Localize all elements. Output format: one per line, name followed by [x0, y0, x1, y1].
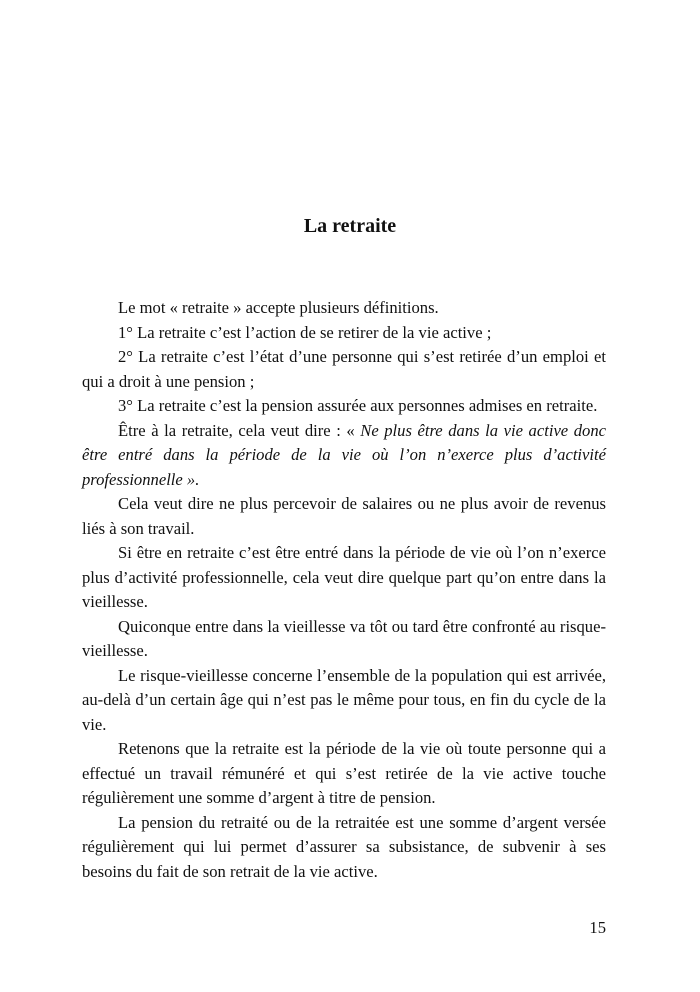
paragraph-10: Retenons que la retraite est la période de la vie où toute personne qui a effectué un travail rémunéré et qui s’est retirée de la vie active touche régulièrement une somme d’argent à titre de pension.	[82, 739, 606, 807]
paragraph-5-quote: Ne plus être dans la vie active donc être entré dans la période de la vie où l’on n’exerce plus d’activité professionnelle ».	[82, 420, 607, 489]
page-number: 15	[589, 918, 606, 937]
paragraph-4: 3° La retraite c’est la pension assurée aux personnes admises en retraite.	[118, 396, 598, 415]
paragraph-9: Le risque-vieillesse concerne l’ensemble de la population qui est arrivée, au-delà d’un certain âge qui n’est pas le même pour tous, en fin du cycle de la vie.	[82, 665, 606, 734]
paragraph-5-lead: Être à la retraite, cela veut dire : «	[118, 420, 361, 440]
paragraph-11: La pension du retraité ou de la retraitée est une somme d’argent versée régulièrement qui lui permet d’assurer sa subsistance, de subvenir à ses besoins du fait de son retrait de la vie active.	[82, 812, 606, 881]
page-title: La retraite	[303, 215, 397, 238]
paragraph-8: Quiconque entre dans la vieillesse va tôt ou tard être confronté au risque-vieillesse.	[82, 616, 606, 660]
paragraph-2: 1° La retraite c’est l’action de se retirer de la vie active ;	[118, 322, 492, 342]
paragraph-1: Le mot « retraite » accepte plusieurs définitions.	[118, 298, 439, 317]
paragraph-7: Si être en retraite c’est être entré dans la période de vie où l’on n’exerce plus d’activité professionnelle, cela veut dire quelque part qu’on entre dans la vieillesse.	[82, 543, 606, 611]
paragraph-6: Cela veut dire ne plus percevoir de salaires ou ne plus avoir de revenus liés à son travail.	[82, 494, 606, 538]
paragraph-3: 2° La retraite c’est l’état d’une personne qui s’est retirée d’un emploi et qui a droit à une pension ;	[82, 347, 606, 391]
body-text	[82, 296, 606, 884]
paragraph-5	[82, 419, 606, 493]
